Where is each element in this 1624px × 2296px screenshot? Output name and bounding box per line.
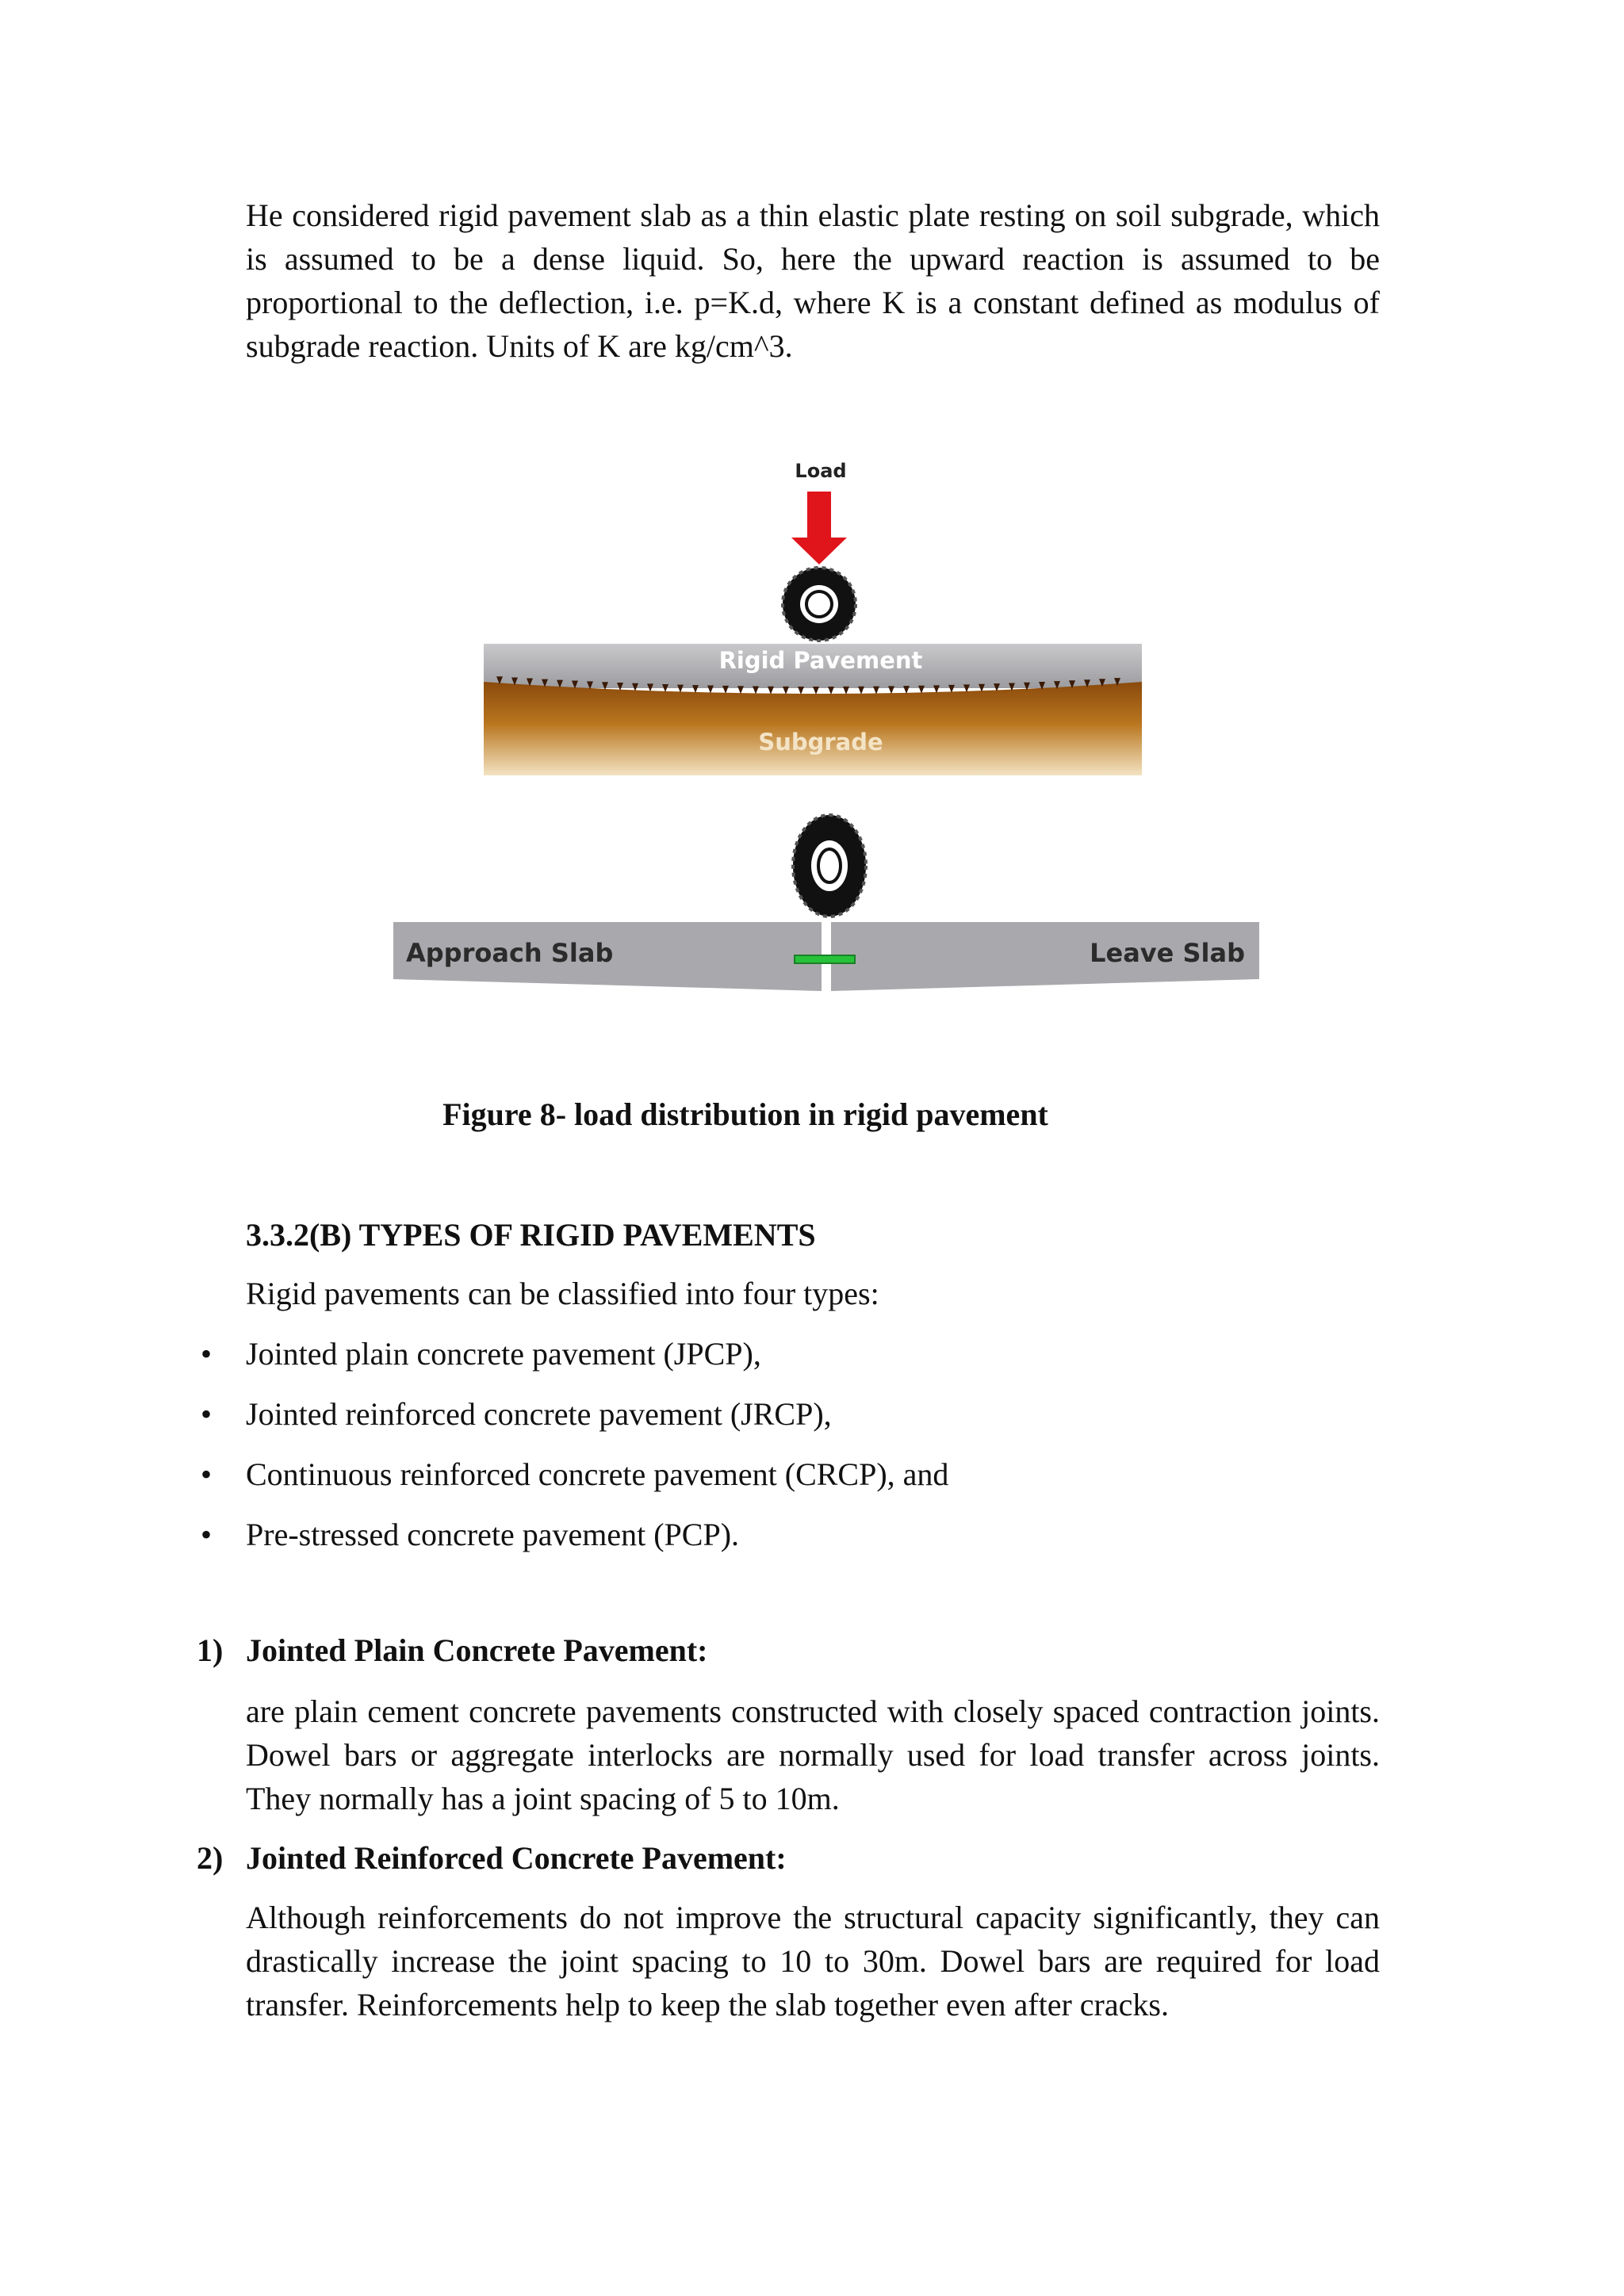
- reaction-arrow-icon: [677, 685, 684, 693]
- bullet-icon: •: [200, 1396, 212, 1432]
- load-arrow-icon: [791, 492, 847, 564]
- reaction-arrow-icon: [813, 687, 819, 695]
- item-number: 2): [197, 1840, 224, 1876]
- bullet-icon: •: [200, 1456, 212, 1492]
- bullet-icon: •: [200, 1517, 212, 1552]
- list-item: [198, 1452, 948, 1513]
- dowel-bar: [795, 955, 855, 963]
- reaction-arrow-icon: [768, 687, 774, 695]
- section-heading: 3.3.2(B) TYPES OF RIGID PAVEMENTS: [246, 1217, 816, 1253]
- reaction-arrow-icon: [933, 685, 940, 693]
- subgrade-label: Subgrade: [758, 729, 883, 756]
- reaction-arrow-icon: [888, 686, 894, 694]
- list-item-text: Pre-stressed concrete pavement (PCP).: [246, 1517, 740, 1552]
- item-heading-jpcp: [197, 1628, 707, 1672]
- reaction-arrow-icon: [798, 687, 804, 695]
- figure-caption: Figure 8- load distribution in rigid pavement: [442, 1096, 1048, 1132]
- reaction-arrow-icon: [918, 686, 925, 694]
- item-body-jrcp: Although reinforcements do not improve the structural capacity significantly, they can drastically increase the joint spacing to 10 to 30m. Dowel bars are required for load transfer. Reinforcements help to keep the slab together even after cracks.: [246, 1900, 1380, 2022]
- load-distribution-figure: [373, 444, 1277, 1031]
- leave-slab-label: Leave Slab: [1090, 938, 1245, 968]
- reaction-arrow-icon: [722, 686, 729, 694]
- reaction-arrow-icon: [662, 684, 668, 692]
- approach-slab-label: Approach Slab: [406, 938, 614, 968]
- intro-paragraph: He considered rigid pavement slab as a thin elastic plate resting on soil subgrade, which is assumed to be a dense liquid. So, here the upward reaction is assumed to be proportional to the deflection, i.e. p=K.d, where K is a constant defined as modulus of subgrade reaction. Units of K are kg/cm^3.: [246, 197, 1380, 364]
- list-item: [198, 1332, 948, 1392]
- reaction-arrow-icon: [828, 687, 834, 695]
- tyre-icon: [783, 568, 856, 641]
- list-item-text: Jointed reinforced concrete pavement (JRCP),: [246, 1396, 832, 1432]
- load-label: Load: [795, 460, 847, 482]
- list-item: [198, 1392, 948, 1452]
- reaction-arrow-icon: [707, 686, 714, 694]
- section-intro: Rigid pavements can be classified into four types:: [246, 1276, 879, 1311]
- list-item-text: Continuous reinforced concrete pavement (CRCP), and: [246, 1456, 949, 1492]
- item-heading-jrcp: [197, 1836, 787, 1880]
- reaction-arrow-icon: [783, 687, 789, 695]
- item-number: 1): [197, 1632, 224, 1668]
- reaction-arrow-icon: [737, 686, 744, 694]
- list-item-text: Jointed plain concrete pavement (JPCP),: [246, 1336, 761, 1372]
- list-item: [198, 1513, 948, 1573]
- item-title: Jointed Reinforced Concrete Pavement:: [246, 1840, 787, 1876]
- tyre-on-joint-icon: [793, 815, 866, 916]
- item-title: Jointed Plain Concrete Pavement:: [246, 1632, 708, 1668]
- pavement-types-list: [198, 1332, 948, 1573]
- reaction-arrow-icon: [753, 686, 759, 694]
- reaction-arrow-icon: [692, 685, 699, 693]
- reaction-arrow-icon: [858, 687, 864, 695]
- reaction-arrow-icon: [843, 687, 849, 695]
- rigid-pavement-label: Rigid Pavement: [718, 647, 923, 674]
- item-body-jpcp: are plain cement concrete pavements constructed with closely spaced contraction joints. Dowel bars or aggregate interlocks are normally used for load transfer across joints. They normally has a joint spacing of 5 to 10m.: [246, 1693, 1380, 1816]
- reaction-arrow-icon: [903, 686, 910, 694]
- reaction-arrow-icon: [873, 687, 879, 695]
- bullet-icon: •: [200, 1336, 212, 1372]
